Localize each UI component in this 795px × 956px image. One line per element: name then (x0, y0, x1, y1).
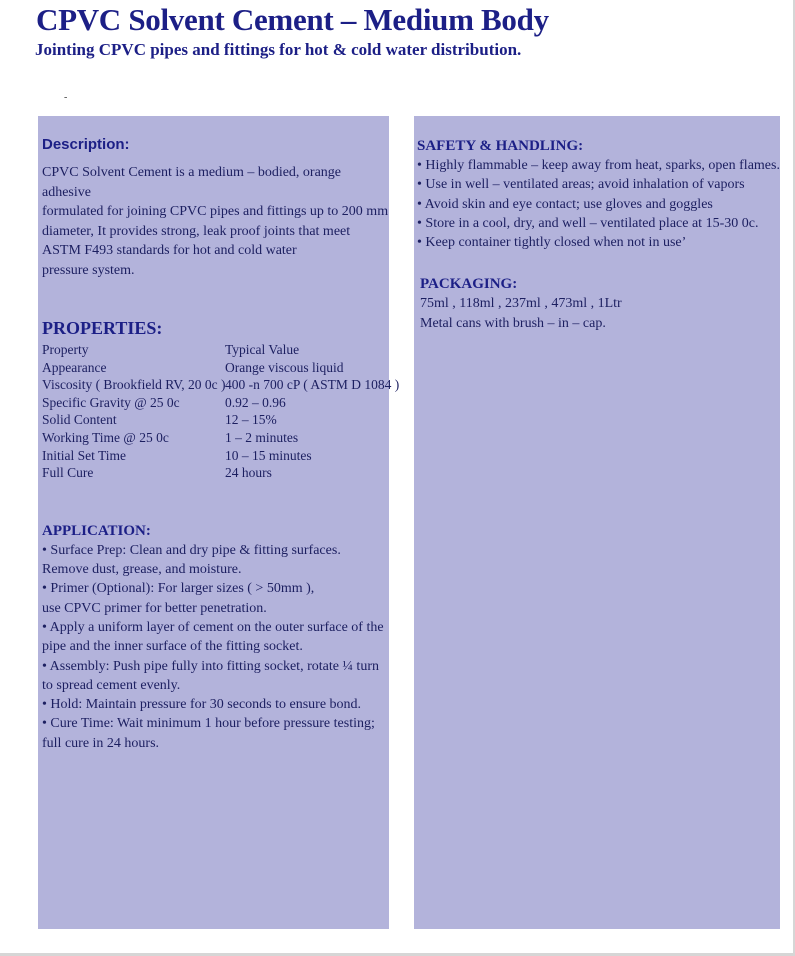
description-line: formulated for joining CPVC pipes and fittings up to 200 mm (42, 204, 389, 219)
property-value: 10 – 15 minutes (225, 447, 312, 463)
description-heading: Description: (42, 136, 130, 153)
application-line: use CPVC primer for better penetration. (42, 600, 267, 616)
packaging-line: Metal cans with brush – in – cap. (420, 315, 606, 331)
properties-row (42, 447, 389, 465)
property-name: Working Time @ 25 0c (42, 429, 169, 445)
application-line: to spread cement evenly. (42, 677, 181, 693)
safety-text (417, 156, 780, 252)
application-line: • Surface Prep: Clean and dry pipe & fitting surfaces. (42, 542, 341, 558)
properties-row (42, 429, 389, 447)
property-value: 24 hours (225, 465, 272, 481)
property-name: Initial Set Time (42, 447, 127, 463)
right-panel (414, 116, 780, 929)
application-line: • Cure Time: Wait minimum 1 hour before pressure testing; (42, 716, 375, 732)
application-line: • Assembly: Push pipe fully into fitting socket, rotate ¼ turn (42, 658, 379, 674)
properties-row (42, 394, 389, 412)
description-line: diameter, It provides strong, leak proof joints that meet (42, 223, 351, 239)
application-text (42, 541, 389, 753)
description-line: ASTM F493 standards for hot and cold water (42, 243, 297, 258)
property-value: 400 -n 700 cP ( ASTM D 1084 ) (225, 377, 400, 393)
properties-section (42, 318, 400, 482)
property-name: Viscosity ( Brookfield RV, 20 0c ) (42, 377, 226, 393)
property-name: Solid Content (42, 412, 117, 428)
description-section (42, 136, 389, 280)
safety-heading: SAFETY & HANDLING: (417, 138, 584, 154)
application-line: • Primer (Optional): For larger sizes ( > 50mm ), (42, 581, 315, 597)
property-value: 0.92 – 0.96 (225, 394, 286, 410)
properties-row (42, 464, 389, 482)
application-line: • Hold: Maintain pressure for 30 seconds to ensure bond. (42, 697, 362, 713)
properties-header-row (42, 341, 389, 359)
safety-line: • Use in well – ventilated areas; avoid inhalation of vapors (417, 177, 745, 193)
page-subtitle: Jointing CPVC pipes and fittings for hot & cold water distribution. (35, 40, 522, 59)
safety-line: • Store in a cool, dry, and well – ventilated place at 15-30 0c. (417, 215, 759, 231)
safety-line: • Avoid skin and eye contact; use gloves and goggles (417, 196, 713, 212)
description-line: pressure system. (42, 262, 135, 278)
property-name: Appearance (42, 359, 107, 375)
description-line: CPVC Solvent Cement is a medium – bodied, orange adhesive (42, 165, 342, 200)
safety-line: • Highly flammable – keep away from heat, sparks, open flames. (417, 158, 780, 173)
properties-row (42, 411, 389, 429)
application-section (42, 523, 389, 753)
application-line: full cure in 24 hours. (42, 735, 160, 751)
packaging-heading: PACKAGING: (420, 276, 518, 293)
application-line: • Apply a uniform layer of cement on the outer surface of the (42, 619, 384, 635)
application-line: pipe and the inner surface of the fitting socket. (42, 639, 303, 655)
property-name: Property (42, 342, 89, 357)
application-line: Remove dust, grease, and moisture. (42, 562, 242, 578)
properties-heading: PROPERTIES: (42, 318, 163, 338)
property-name: Specific Gravity @ 25 0c (42, 394, 180, 410)
property-value: Typical Value (225, 342, 300, 357)
packaging-section (417, 276, 780, 333)
properties-row (42, 359, 389, 377)
properties-table (42, 341, 400, 482)
property-value: Orange viscous liquid (225, 359, 344, 375)
property-value: 1 – 2 minutes (225, 429, 299, 445)
application-heading: APPLICATION: (42, 522, 151, 539)
property-name: Full Cure (42, 465, 94, 481)
left-panel (38, 116, 400, 929)
safety-section (417, 138, 780, 252)
packaging-line: 75ml , 118ml , 237ml , 473ml , 1Ltr (420, 296, 622, 312)
description-text (42, 163, 389, 280)
properties-row (42, 376, 400, 394)
packaging-text (420, 294, 780, 333)
stray-dash-mark: - (64, 92, 68, 103)
page-title: CPVC Solvent Cement – Medium Body (36, 2, 549, 37)
safety-line: • Keep container tightly closed when not in use’ (417, 235, 687, 251)
property-value: 12 – 15% (225, 412, 277, 428)
